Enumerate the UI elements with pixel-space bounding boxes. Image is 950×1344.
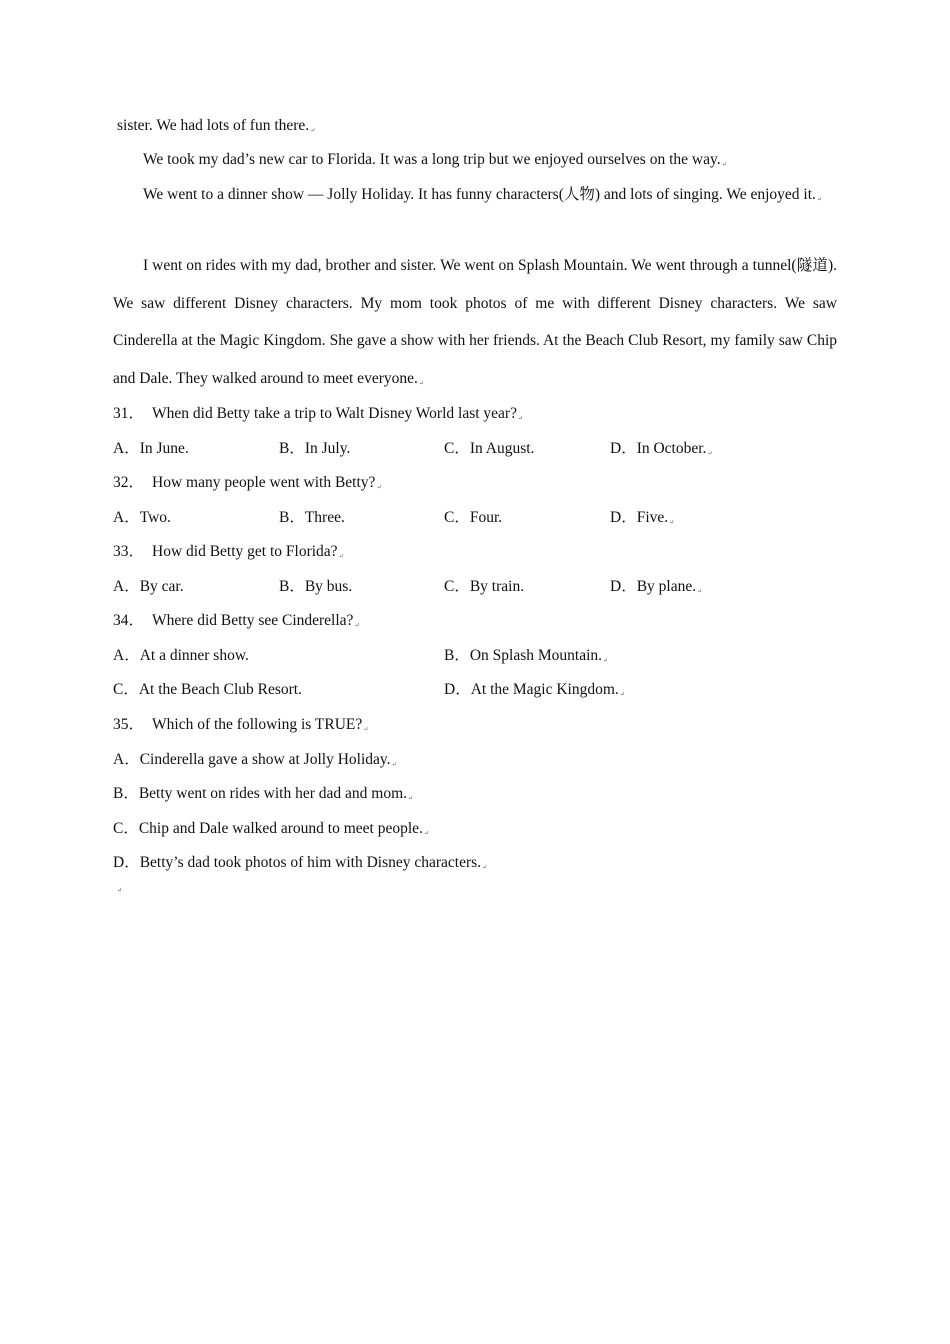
option-text: A．Two. [113, 509, 171, 526]
passage-text: We went to a dinner show — Jolly Holiday. It has funny characters(人物) and lots of singing. We enjoyed it. [143, 186, 816, 203]
paragraph-mark-icon: ↵ [707, 451, 713, 457]
passage-text: I went on rides with my dad, brother and sister. We went on Splash Mountain. We went through a tunnel(隧道). We saw different Disney characters. My mom took photos of me with different Disney characters. We saw Cinderella at the Magic Kingdom. She gave a show with her friends. At the Beach Club Resort, my family saw Chip and Dale. They walked around to meet everyone. [113, 257, 837, 387]
option-33-d[interactable] [610, 577, 702, 602]
option-35-c[interactable] [113, 819, 429, 844]
option-35-b[interactable] [113, 784, 413, 809]
option-35-a[interactable] [113, 750, 397, 775]
question-number: 31． [113, 405, 145, 422]
paragraph-mark-icon: ↵ [423, 831, 429, 837]
passage-paragraph-0 [117, 116, 315, 141]
option-text: A．By car. [113, 578, 184, 595]
option-33-b[interactable] [279, 577, 352, 597]
option-text: B．By bus. [279, 578, 353, 595]
paragraph-mark-icon: ↵ [619, 692, 625, 698]
option-text: D．At the Magic Kingdom. [444, 681, 619, 698]
paragraph-mark-icon: ↵ [669, 520, 675, 526]
option-31-d[interactable] [610, 439, 712, 464]
question-31 [113, 404, 523, 429]
question-number: 32． [113, 474, 145, 491]
option-text: D．Five. [610, 509, 669, 526]
option-32-b[interactable] [279, 508, 345, 528]
option-33-c[interactable] [444, 577, 524, 597]
option-text: C．Four. [444, 509, 503, 526]
passage-paragraph-3 [113, 247, 837, 403]
option-text: B．Betty went on rides with her dad and mom. [113, 785, 408, 802]
option-34-c[interactable] [113, 680, 302, 700]
option-text: B．On Splash Mountain. [444, 647, 603, 664]
option-31-b[interactable] [279, 439, 350, 459]
option-33-a[interactable] [113, 577, 184, 597]
option-32-d[interactable] [610, 508, 674, 533]
paragraph-mark-icon: ↵ [310, 128, 316, 134]
paragraph-mark-icon: ↵ [363, 727, 369, 733]
paragraph-mark-icon: ↵ [482, 865, 488, 871]
paragraph-mark-icon: ↵ [603, 658, 609, 664]
question-text: Where did Betty see Cinderella? [152, 612, 354, 629]
trailing-paragraph-mark [116, 876, 122, 901]
paragraph-mark-icon: ↵ [338, 554, 344, 560]
option-text: C．At the Beach Club Resort. [113, 681, 302, 698]
question-34 [113, 611, 359, 636]
paragraph-mark-icon: ↵ [721, 162, 727, 168]
option-34-d[interactable] [444, 680, 625, 705]
option-31-a[interactable] [113, 439, 189, 459]
paragraph-mark-icon: ↵ [376, 485, 382, 491]
paragraph-mark-icon: ↵ [697, 589, 703, 595]
question-text: Which of the following is TRUE? [152, 716, 363, 733]
passage-paragraph-2 [113, 176, 837, 220]
question-text: How did Betty get to Florida? [152, 543, 338, 560]
option-34-b[interactable] [444, 646, 608, 671]
option-text: C．By train. [444, 578, 525, 595]
question-number: 33． [113, 543, 145, 560]
passage-text: sister. We had lots of fun there. [117, 117, 310, 134]
option-text: B．Three. [279, 509, 345, 526]
option-text: B．In July. [279, 440, 351, 457]
option-text: D．By plane. [610, 578, 697, 595]
option-text: C．In August. [444, 440, 535, 457]
question-33 [113, 542, 344, 567]
option-31-c[interactable] [444, 439, 534, 459]
paragraph-mark-icon: ↵ [517, 416, 524, 422]
paragraph-mark-icon: ↵ [408, 796, 414, 802]
option-text: C．Chip and Dale walked around to meet people. [113, 820, 423, 837]
paragraph-mark-icon: ↵ [816, 197, 822, 203]
option-text: A．Cinderella gave a show at Jolly Holiday. [113, 751, 391, 768]
option-32-a[interactable] [113, 508, 171, 528]
option-text: D．In October. [610, 440, 707, 457]
question-number: 34． [113, 612, 145, 629]
question-text: When did Betty take a trip to Walt Disney World last year? [152, 405, 517, 422]
option-text: A．At a dinner show. [113, 647, 249, 664]
paragraph-mark-icon: ↵ [391, 762, 397, 768]
question-text: How many people went with Betty? [152, 474, 376, 491]
paragraph-mark-icon: ↵ [117, 888, 123, 894]
paragraph-mark-icon: ↵ [354, 623, 360, 629]
paragraph-mark-icon: ↵ [418, 380, 424, 387]
option-text: D．Betty’s dad took photos of him with Disney characters. [113, 854, 482, 871]
option-34-a[interactable] [113, 646, 249, 666]
option-32-c[interactable] [444, 508, 502, 528]
question-number: 35． [113, 716, 145, 733]
option-text: A．In June. [113, 440, 189, 457]
question-32 [113, 473, 381, 498]
question-35 [113, 715, 368, 740]
option-35-d[interactable] [113, 853, 487, 878]
passage-text: We took my dad’s new car to Florida. It was a long trip but we enjoyed ourselves on the way. [143, 151, 721, 168]
